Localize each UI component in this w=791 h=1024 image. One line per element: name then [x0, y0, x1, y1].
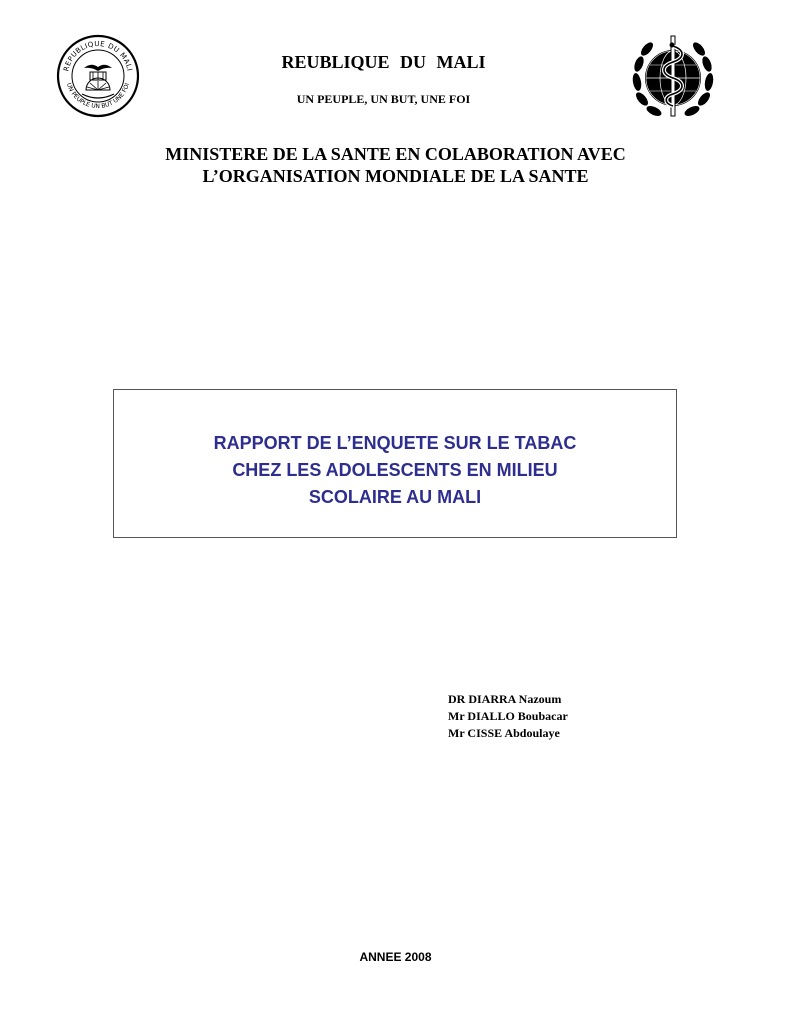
report-year: ANNEE 2008 [359, 950, 432, 964]
ministry-line-1: MINISTERE DE LA SANTE EN COLABORATION AVEC [165, 144, 626, 164]
ministry-line-2: L’ORGANISATION MONDIALE DE LA SANTE [202, 166, 589, 186]
seal-ring-top-text: REPUBLIQUE DU MALI [62, 39, 134, 73]
report-title-line-2: CHEZ LES ADOLESCENTS EN MILIEU [232, 460, 558, 480]
national-motto: UN PEUPLE, UN BUT, UNE FOI [296, 92, 471, 106]
report-title-line-3: SCOLAIRE AU MALI [308, 487, 482, 507]
report-title-line-1: RAPPORT DE L’ENQUETE SUR LE TABAC [213, 433, 577, 453]
author-1: DR DIARRA Nazoum [448, 692, 562, 706]
author-2: Mr DIALLO Boubacar [448, 709, 568, 723]
country-name: REUBLIQUE DU MALI [281, 52, 486, 72]
ministry-heading [0, 143, 791, 187]
seal-ring-bottom-text: UN PEUPLE UN BUT UNE FOI [64, 82, 132, 111]
author-list [448, 691, 568, 742]
author-3: Mr CISSE Abdoulaye [448, 726, 560, 740]
report-title [114, 430, 676, 511]
who-emblem-icon [625, 30, 721, 122]
report-title-box [113, 389, 677, 538]
